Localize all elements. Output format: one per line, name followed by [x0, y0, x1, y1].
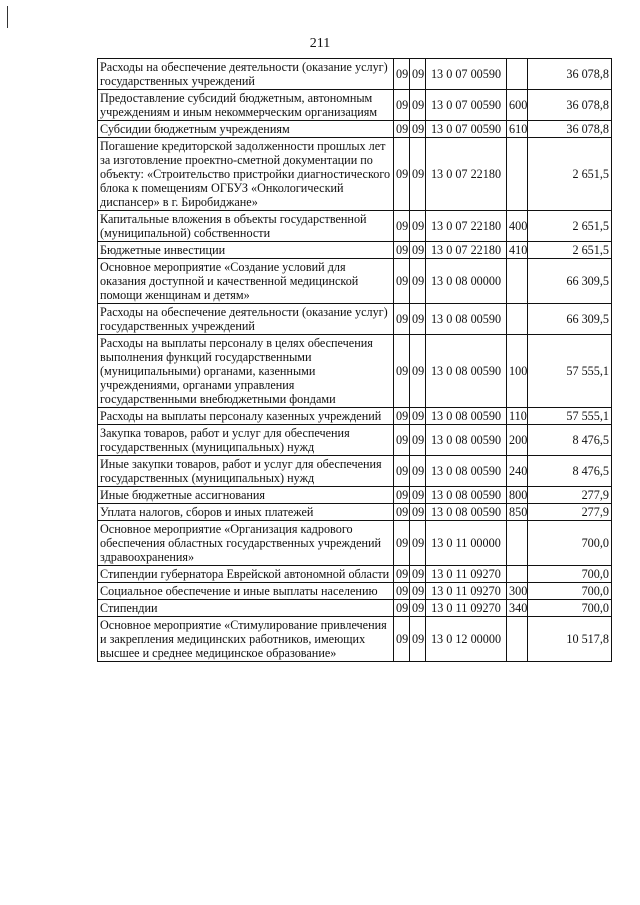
table-row: [98, 211, 612, 242]
scan-edge-mark: [7, 6, 8, 28]
table-row: [98, 504, 612, 521]
subsection-code-cell: 09: [410, 121, 426, 138]
expense-name-cell: Расходы на обеспечение деятельности (оказание услуг) государственных учреждений: [98, 59, 394, 90]
section-code-cell: 09: [394, 242, 410, 259]
subsection-code-cell: 09: [410, 583, 426, 600]
expense-name-cell: Основное мероприятие «Создание условий для оказания доступной и качественной медицинской помощи женщинам и детям»: [98, 259, 394, 304]
amount-cell: 700,0: [528, 566, 612, 583]
table-row: [98, 521, 612, 566]
amount-cell: 8 476,5: [528, 456, 612, 487]
section-code-cell: 09: [394, 408, 410, 425]
amount-cell: 8 476,5: [528, 425, 612, 456]
subsection-code-cell: 09: [410, 304, 426, 335]
amount-cell: 66 309,5: [528, 304, 612, 335]
amount-cell: 36 078,8: [528, 90, 612, 121]
section-code-cell: 09: [394, 59, 410, 90]
target-article-cell: 13 0 08 00000: [426, 259, 507, 304]
subsection-code-cell: 09: [410, 90, 426, 121]
expense-type-cell: [507, 59, 528, 90]
table-row: [98, 138, 612, 211]
target-article-cell: 13 0 08 00590: [426, 408, 507, 425]
amount-cell: 36 078,8: [528, 121, 612, 138]
section-code-cell: 09: [394, 600, 410, 617]
amount-cell: 700,0: [528, 521, 612, 566]
expense-name-cell: Расходы на выплаты персоналу в целях обеспечения выполнения функций государственными (муниципальными) органами, казенными учреждениями, органами управления государственными внебюджетными фондами: [98, 335, 394, 408]
amount-cell: 10 517,8: [528, 617, 612, 662]
subsection-code-cell: 09: [410, 425, 426, 456]
target-article-cell: 13 0 07 22180: [426, 242, 507, 259]
amount-cell: 277,9: [528, 487, 612, 504]
budget-table: [97, 58, 612, 662]
subsection-code-cell: 09: [410, 335, 426, 408]
subsection-code-cell: 09: [410, 59, 426, 90]
expense-name-cell: Основное мероприятие «Организация кадрового обеспечения областных государственных учреждений здравоохранения»: [98, 521, 394, 566]
table-row: [98, 335, 612, 408]
target-article-cell: 13 0 08 00590: [426, 335, 507, 408]
subsection-code-cell: 09: [410, 456, 426, 487]
expense-type-cell: 600: [507, 90, 528, 121]
section-code-cell: 09: [394, 566, 410, 583]
section-code-cell: 09: [394, 583, 410, 600]
table-row: [98, 487, 612, 504]
table-row: [98, 408, 612, 425]
subsection-code-cell: 09: [410, 408, 426, 425]
expense-name-cell: Основное мероприятие «Стимулирование привлечения и закрепления медицинских работников, имеющих высшее и среднее медицинское образование»: [98, 617, 394, 662]
amount-cell: 2 651,5: [528, 138, 612, 211]
table-row: [98, 617, 612, 662]
amount-cell: 700,0: [528, 583, 612, 600]
table-row: [98, 425, 612, 456]
expense-type-cell: [507, 259, 528, 304]
table-row: [98, 259, 612, 304]
target-article-cell: 13 0 07 00590: [426, 90, 507, 121]
subsection-code-cell: 09: [410, 521, 426, 566]
target-article-cell: 13 0 11 09270: [426, 583, 507, 600]
expense-name-cell: Стипендии губернатора Еврейской автономной области: [98, 566, 394, 583]
amount-cell: 277,9: [528, 504, 612, 521]
target-article-cell: 13 0 11 09270: [426, 566, 507, 583]
amount-cell: 2 651,5: [528, 211, 612, 242]
expense-type-cell: [507, 138, 528, 211]
expense-type-cell: [507, 521, 528, 566]
table-row: [98, 242, 612, 259]
expense-type-cell: [507, 304, 528, 335]
target-article-cell: 13 0 08 00590: [426, 304, 507, 335]
target-article-cell: 13 0 07 00590: [426, 121, 507, 138]
target-article-cell: 13 0 07 00590: [426, 59, 507, 90]
section-code-cell: 09: [394, 138, 410, 211]
subsection-code-cell: 09: [410, 600, 426, 617]
expense-name-cell: Погашение кредиторской задолженности прошлых лет за изготовление проектно-сметной документации по объекту: «Строительство пристройки диагностического блока к помещениям ОГБУЗ «Онкологический диспансер» в г. Биробиджане»: [98, 138, 394, 211]
expense-name-cell: Иные бюджетные ассигнования: [98, 487, 394, 504]
expense-name-cell: Бюджетные инвестиции: [98, 242, 394, 259]
expense-type-cell: 300: [507, 583, 528, 600]
section-code-cell: 09: [394, 211, 410, 242]
section-code-cell: 09: [394, 456, 410, 487]
target-article-cell: 13 0 08 00590: [426, 487, 507, 504]
expense-name-cell: Субсидии бюджетным учреждениям: [98, 121, 394, 138]
section-code-cell: 09: [394, 487, 410, 504]
expense-name-cell: Иные закупки товаров, работ и услуг для обеспечения государственных (муниципальных) нужд: [98, 456, 394, 487]
amount-cell: 2 651,5: [528, 242, 612, 259]
expense-type-cell: 850: [507, 504, 528, 521]
target-article-cell: 13 0 07 22180: [426, 211, 507, 242]
target-article-cell: 13 0 11 00000: [426, 521, 507, 566]
expense-type-cell: [507, 617, 528, 662]
amount-cell: 66 309,5: [528, 259, 612, 304]
expense-name-cell: Социальное обеспечение и иные выплаты населению: [98, 583, 394, 600]
amount-cell: 57 555,1: [528, 335, 612, 408]
target-article-cell: 13 0 12 00000: [426, 617, 507, 662]
section-code-cell: 09: [394, 425, 410, 456]
budget-table-body: [98, 59, 612, 662]
target-article-cell: 13 0 08 00590: [426, 504, 507, 521]
target-article-cell: 13 0 08 00590: [426, 425, 507, 456]
section-code-cell: 09: [394, 121, 410, 138]
table-row: [98, 304, 612, 335]
section-code-cell: 09: [394, 335, 410, 408]
expense-type-cell: 610: [507, 121, 528, 138]
section-code-cell: 09: [394, 259, 410, 304]
expense-type-cell: 240: [507, 456, 528, 487]
subsection-code-cell: 09: [410, 138, 426, 211]
expense-type-cell: 100: [507, 335, 528, 408]
expense-type-cell: 800: [507, 487, 528, 504]
subsection-code-cell: 09: [410, 617, 426, 662]
section-code-cell: 09: [394, 304, 410, 335]
section-code-cell: 09: [394, 504, 410, 521]
table-row: [98, 90, 612, 121]
table-row: [98, 121, 612, 138]
section-code-cell: 09: [394, 521, 410, 566]
target-article-cell: 13 0 11 09270: [426, 600, 507, 617]
section-code-cell: 09: [394, 617, 410, 662]
amount-cell: 57 555,1: [528, 408, 612, 425]
expense-type-cell: 400: [507, 211, 528, 242]
table-row: [98, 59, 612, 90]
subsection-code-cell: 09: [410, 566, 426, 583]
expense-type-cell: 110: [507, 408, 528, 425]
expense-name-cell: Стипендии: [98, 600, 394, 617]
subsection-code-cell: 09: [410, 487, 426, 504]
expense-name-cell: Предоставление субсидий бюджетным, автономным учреждениям и иным некоммерческим организациям: [98, 90, 394, 121]
page-number: 211: [309, 36, 331, 51]
expense-name-cell: Расходы на обеспечение деятельности (оказание услуг) государственных учреждений: [98, 304, 394, 335]
subsection-code-cell: 09: [410, 504, 426, 521]
table-row: [98, 566, 612, 583]
expense-type-cell: 340: [507, 600, 528, 617]
amount-cell: 36 078,8: [528, 59, 612, 90]
subsection-code-cell: 09: [410, 242, 426, 259]
target-article-cell: 13 0 07 22180: [426, 138, 507, 211]
table-row: [98, 600, 612, 617]
expense-name-cell: Капитальные вложения в объекты государственной (муниципальной) собственности: [98, 211, 394, 242]
subsection-code-cell: 09: [410, 211, 426, 242]
section-code-cell: 09: [394, 90, 410, 121]
expense-type-cell: 410: [507, 242, 528, 259]
expense-name-cell: Закупка товаров, работ и услуг для обеспечения государственных (муниципальных) нужд: [98, 425, 394, 456]
target-article-cell: 13 0 08 00590: [426, 456, 507, 487]
subsection-code-cell: 09: [410, 259, 426, 304]
table-row: [98, 583, 612, 600]
expense-name-cell: Уплата налогов, сборов и иных платежей: [98, 504, 394, 521]
expense-type-cell: 200: [507, 425, 528, 456]
table-row: [98, 456, 612, 487]
amount-cell: 700,0: [528, 600, 612, 617]
expense-type-cell: [507, 566, 528, 583]
expense-name-cell: Расходы на выплаты персоналу казенных учреждений: [98, 408, 394, 425]
